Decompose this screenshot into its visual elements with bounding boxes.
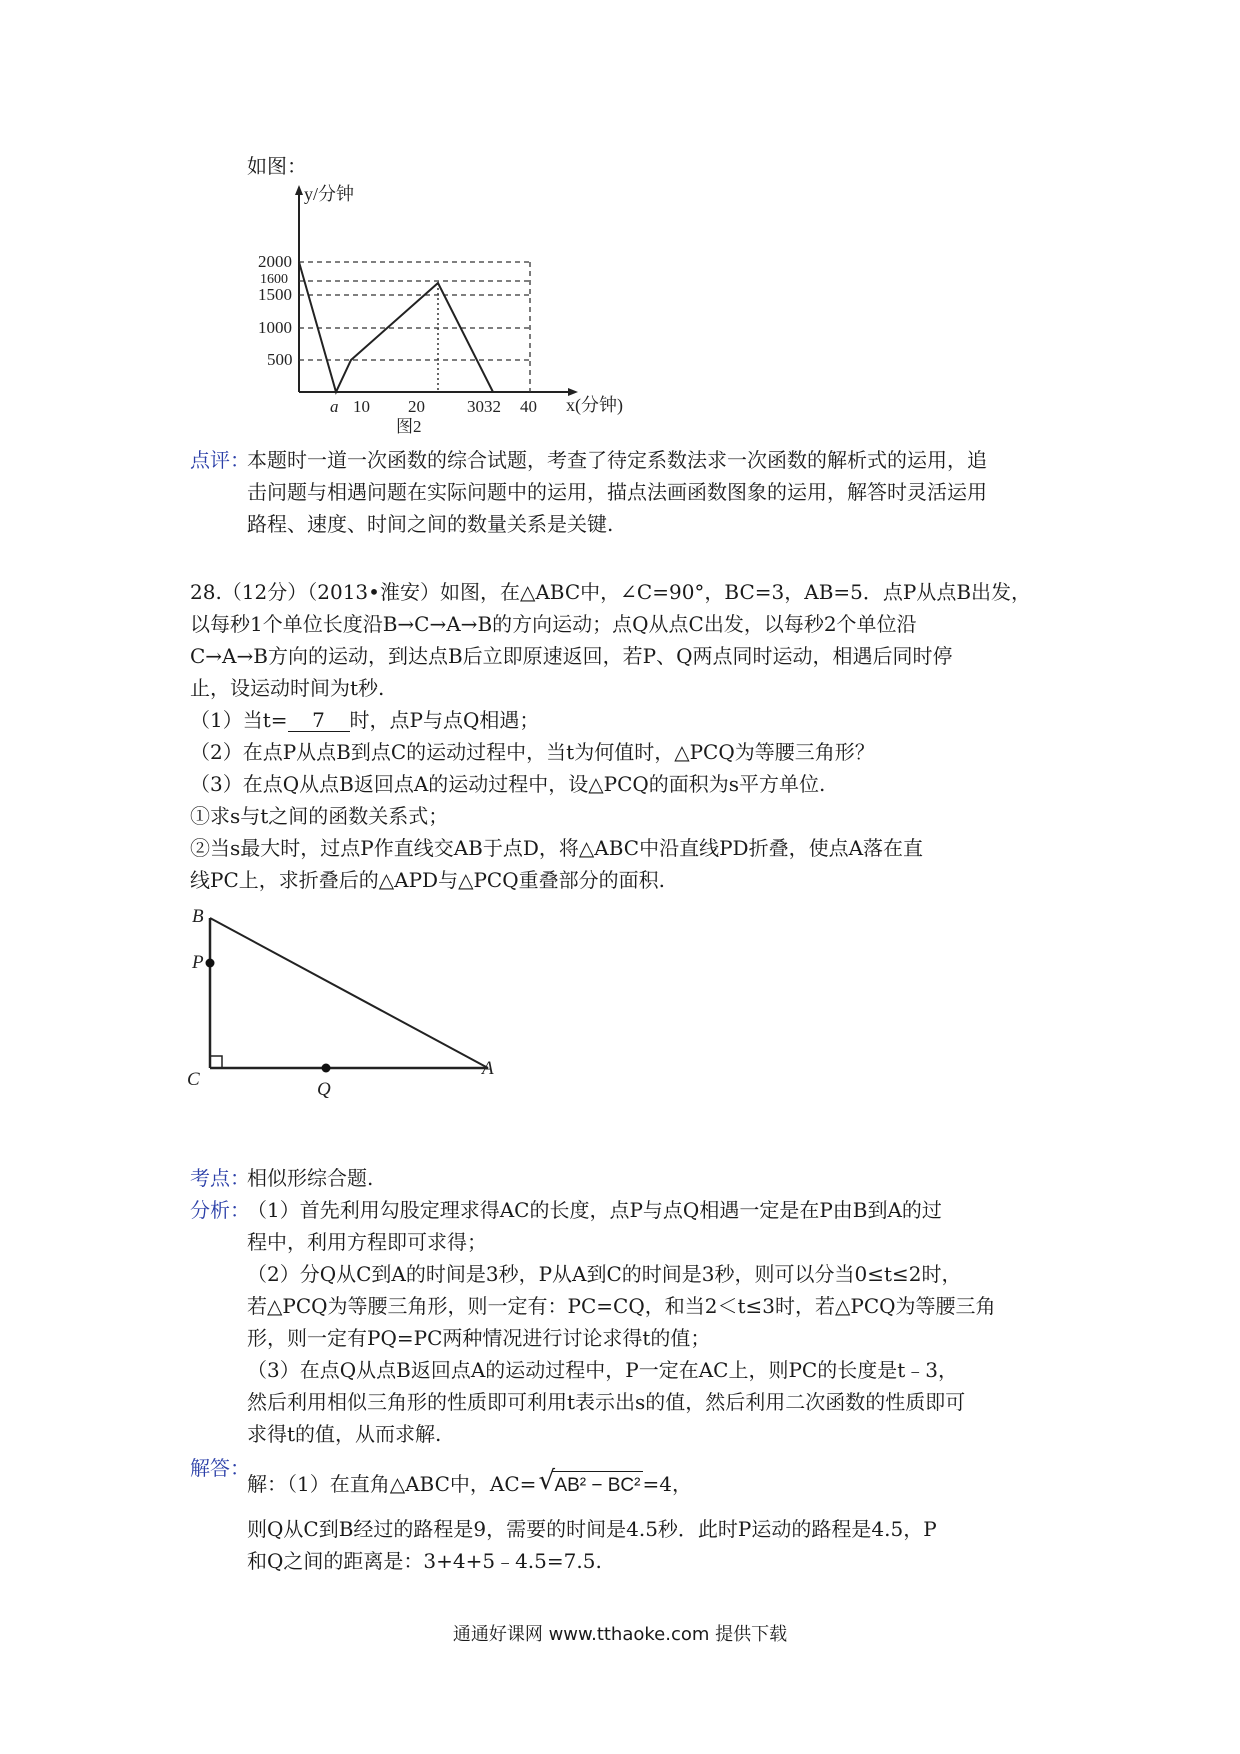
label-b: B bbox=[192, 906, 204, 927]
question-2: （2）在点P从点B到点C的运动过程中，当t为何值时，△PCQ为等腰三角形？ bbox=[190, 740, 875, 764]
y-tick-1500: 1500 bbox=[258, 285, 292, 304]
sqrt-expression bbox=[538, 1466, 642, 1500]
jieda-line-1-suffix: =4， bbox=[642, 1472, 692, 1496]
figure-caption: 图2 bbox=[396, 417, 422, 436]
label-p: P bbox=[192, 952, 204, 973]
y-tick-2000: 2000 bbox=[258, 252, 292, 271]
triangle-figure bbox=[180, 900, 520, 1120]
jieda-line-1-prefix: 解：（1）在直角△ABC中，AC= bbox=[247, 1472, 537, 1496]
question-3-2-line-1: ②当s最大时，过点P作直线交AB于点D，将△ABC中沿直线PD折叠，使点A落在直 bbox=[190, 836, 924, 860]
x-tick-30-32: 3032 bbox=[467, 397, 501, 416]
point-p bbox=[206, 959, 215, 968]
question-3-1: ①求s与t之间的函数关系式； bbox=[190, 804, 449, 828]
y-tick-500: 500 bbox=[267, 350, 293, 369]
point-q bbox=[322, 1064, 331, 1073]
fenxi-line-8: 求得t的值，从而求解. bbox=[247, 1422, 442, 1446]
y-tick-1000: 1000 bbox=[258, 318, 292, 337]
question-3: （3）在点Q从点B返回点A的运动过程中，设△PCQ的面积为s平方单位. bbox=[190, 772, 826, 796]
problem-line-3: C→A→B方向的运动，到达点B后立即原速返回，若P、Q两点同时运动，相遇后同时停 bbox=[190, 644, 953, 668]
question-1-suffix: 时，点P与点Q相遇； bbox=[349, 708, 540, 732]
fenxi-line-2: 程中，利用方程即可求得； bbox=[247, 1230, 487, 1254]
sqrt-sign-icon: √ bbox=[538, 1466, 556, 1496]
fenxi-line-6: （3）在点Q从点B返回点A的运动过程中，P一定在AC上，则PC的长度是t﹣3， bbox=[247, 1358, 958, 1382]
sqrt-radicand: AB² − BC² bbox=[552, 1471, 642, 1500]
fenxi-line-7: 然后利用相似三角形的性质即可利用t表示出s的值，然后利用二次函数的性质即可 bbox=[247, 1390, 966, 1414]
jieda-tag: 解答： bbox=[190, 1456, 250, 1480]
problem-line-2: 以每秒1个单位长度沿B→C→A→B的方向运动；点Q从点C出发，以每秒2个单位沿 bbox=[190, 612, 917, 636]
footer-credit: 通通好课网 www.tthaoke.com 提供下载 bbox=[452, 1624, 788, 1645]
jieda-line-3: 和Q之间的距离是：3+4+5﹣4.5=7.5. bbox=[247, 1549, 602, 1573]
x-tick-10: 10 bbox=[353, 397, 370, 416]
y-axis-label: y/分钟 bbox=[304, 184, 355, 204]
kaodian-tag: 考点： bbox=[190, 1166, 250, 1190]
kaodian-text: 相似形综合题. bbox=[247, 1166, 374, 1190]
x-axis-label: x(分钟) bbox=[566, 395, 623, 415]
question-1-prefix: （1）当t= bbox=[190, 708, 288, 732]
comment-line-3: 路程、速度、时间之间的数量关系是关键. bbox=[247, 512, 614, 536]
side-ab bbox=[210, 918, 488, 1068]
fenxi-line-4: 若△PCQ为等腰三角形，则一定有：PC=CQ，和当2＜t≤3时，若△PCQ为等腰三角 bbox=[247, 1294, 996, 1318]
fenxi-line-3: （2）分Q从C到A的时间是3秒，P从A到C的时间是3秒，则可以分当0≤t≤2时， bbox=[247, 1262, 962, 1286]
fenxi-tag: 分析： bbox=[190, 1198, 250, 1222]
y-axis-arrow bbox=[295, 185, 303, 195]
comment-tag: 点评： bbox=[190, 448, 250, 472]
x-tick-20: 20 bbox=[408, 397, 425, 416]
comment-line-1: 本题时一道一次函数的综合试题，考查了待定系数法求一次函数的解析式的运用，追 bbox=[247, 448, 987, 472]
fenxi-line-1: （1）首先利用勾股定理求得AC的长度，点P与点Q相遇一定是在P由B到A的过 bbox=[247, 1198, 942, 1222]
y-tick-1600: 1600 bbox=[260, 272, 288, 287]
comment-line-2: 击问题与相遇问题在实际问题中的运用，描点法画函数图象的运用，解答时灵活运用 bbox=[247, 480, 987, 504]
figure-intro: 如图： bbox=[247, 154, 307, 178]
x-tick-40: 40 bbox=[520, 397, 537, 416]
function-graph-figure bbox=[250, 180, 690, 445]
jieda-line-1 bbox=[247, 1466, 692, 1500]
right-angle-mark bbox=[210, 1056, 222, 1068]
x-tick-a: a bbox=[330, 397, 339, 416]
problem-line-1: 28.（12分）（2013•淮安）如图，在△ABC中，∠C=90°，BC=3，AB=5．点P从点B出发， bbox=[190, 580, 1032, 604]
question-1-answer: 7 bbox=[288, 709, 350, 732]
label-q: Q bbox=[317, 1079, 331, 1100]
question-3-2-line-2: 线PC上，求折叠后的△APD与△PCQ重叠部分的面积. bbox=[190, 868, 665, 892]
fenxi-line-5: 形，则一定有PQ=PC两种情况进行讨论求得t的值； bbox=[247, 1326, 711, 1350]
question-1 bbox=[190, 706, 539, 734]
label-c: C bbox=[187, 1069, 200, 1090]
jieda-line-2: 则Q从C到B经过的路程是9，需要的时间是4.5秒．此时P运动的路程是4.5，P bbox=[247, 1517, 937, 1541]
label-a: A bbox=[482, 1058, 494, 1079]
problem-line-4: 止，设运动时间为t秒. bbox=[190, 676, 385, 700]
